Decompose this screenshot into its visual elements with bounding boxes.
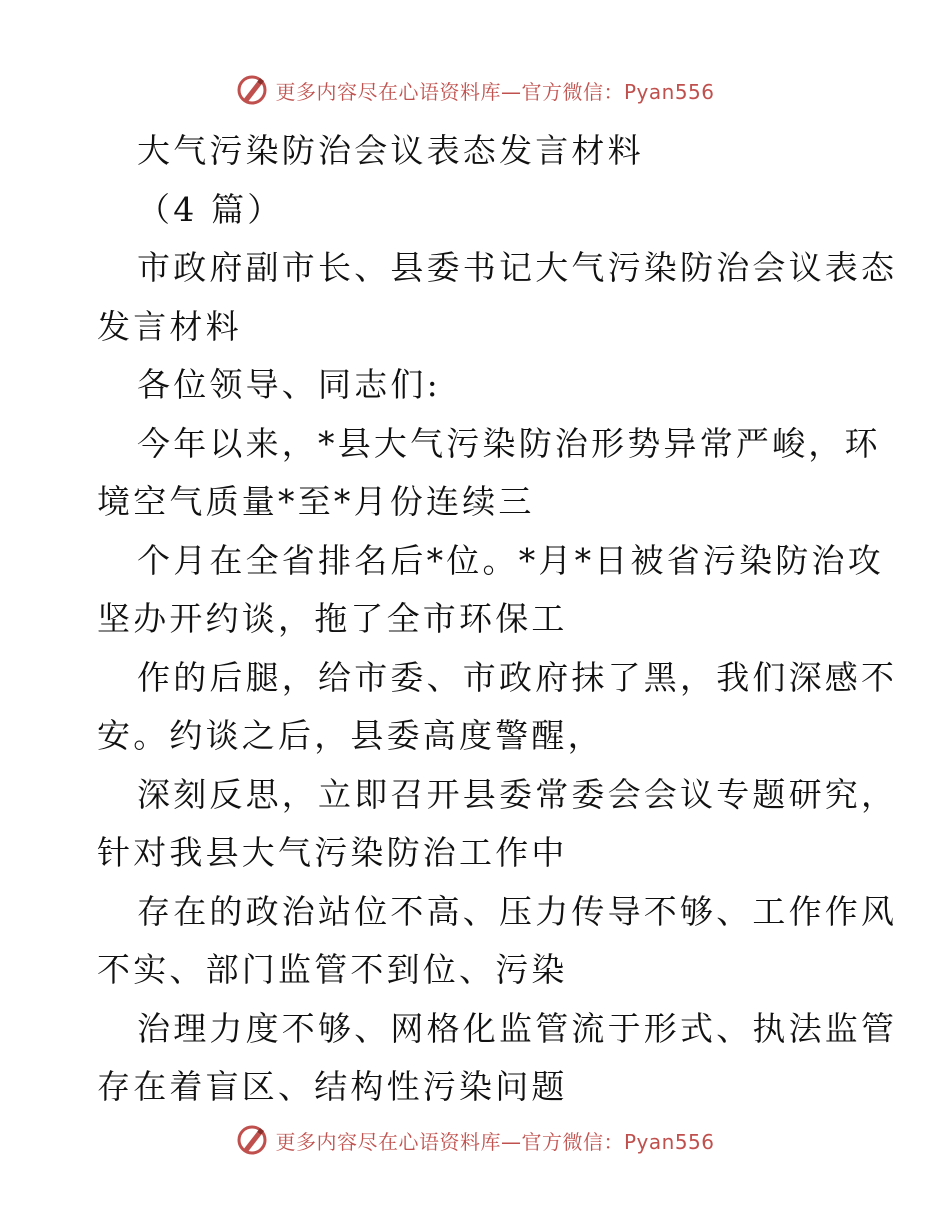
document-lines bbox=[97, 239, 898, 1117]
document-line: 存在着盲区、结构性污染问题 bbox=[97, 1067, 568, 1106]
watermark-slogan: 更多内容尽在心语资料库—官方微信： bbox=[275, 1129, 624, 1154]
watermark-slogan: 更多内容尽在心语资料库—官方微信： bbox=[275, 79, 624, 104]
footer-watermark bbox=[0, 1120, 950, 1160]
watermark-wechat-id: Pyan556 bbox=[623, 1129, 715, 1154]
document-line: 存在的政治站位不高、压力传导不够、工作作风 bbox=[137, 891, 898, 931]
document-line: 个月在全省排名后*位。*月*日被省污染防治攻 bbox=[137, 540, 884, 580]
document-line: 不实、部门监管不到位、污染 bbox=[97, 950, 568, 989]
watermark-wechat-id: Pyan556 bbox=[623, 79, 715, 104]
document-line: 坚办开约谈，拖了全市环保工 bbox=[97, 599, 568, 638]
document-line: 治理力度不够、网格化监管流于形式、执法监管 bbox=[137, 1008, 898, 1048]
document-line: 针对我县大气污染防治工作中 bbox=[97, 833, 568, 872]
watermark-text bbox=[275, 76, 714, 105]
document-line: 今年以来，*县大气污染防治形势异常严峻，环 bbox=[137, 423, 881, 463]
document-title: 大气污染防治会议表态发言材料 bbox=[137, 131, 644, 170]
document-line: 安。约谈之后，县委高度警醒， bbox=[97, 716, 604, 755]
pen-circle-logo-icon bbox=[235, 1123, 269, 1157]
document-line: 各位领导、同志们: bbox=[137, 365, 441, 404]
document-subtitle: （4 篇） bbox=[137, 189, 284, 229]
document-line: 市政府副市长、县委书记大气污染防治会议表态 bbox=[137, 248, 898, 287]
document-line: 境空气质量*至*月份连续三 bbox=[97, 482, 535, 521]
document-line: 发言材料 bbox=[97, 306, 242, 346]
header-watermark bbox=[0, 70, 950, 110]
pen-circle-logo-icon bbox=[235, 73, 269, 107]
document-body bbox=[97, 122, 898, 1117]
watermark-text bbox=[275, 1126, 714, 1155]
document-line: 深刻反思，立即召开县委常委会会议专题研究， bbox=[137, 774, 898, 814]
document-line: 作的后腿，给市委、市政府抹了黑，我们深感不 bbox=[137, 657, 898, 697]
